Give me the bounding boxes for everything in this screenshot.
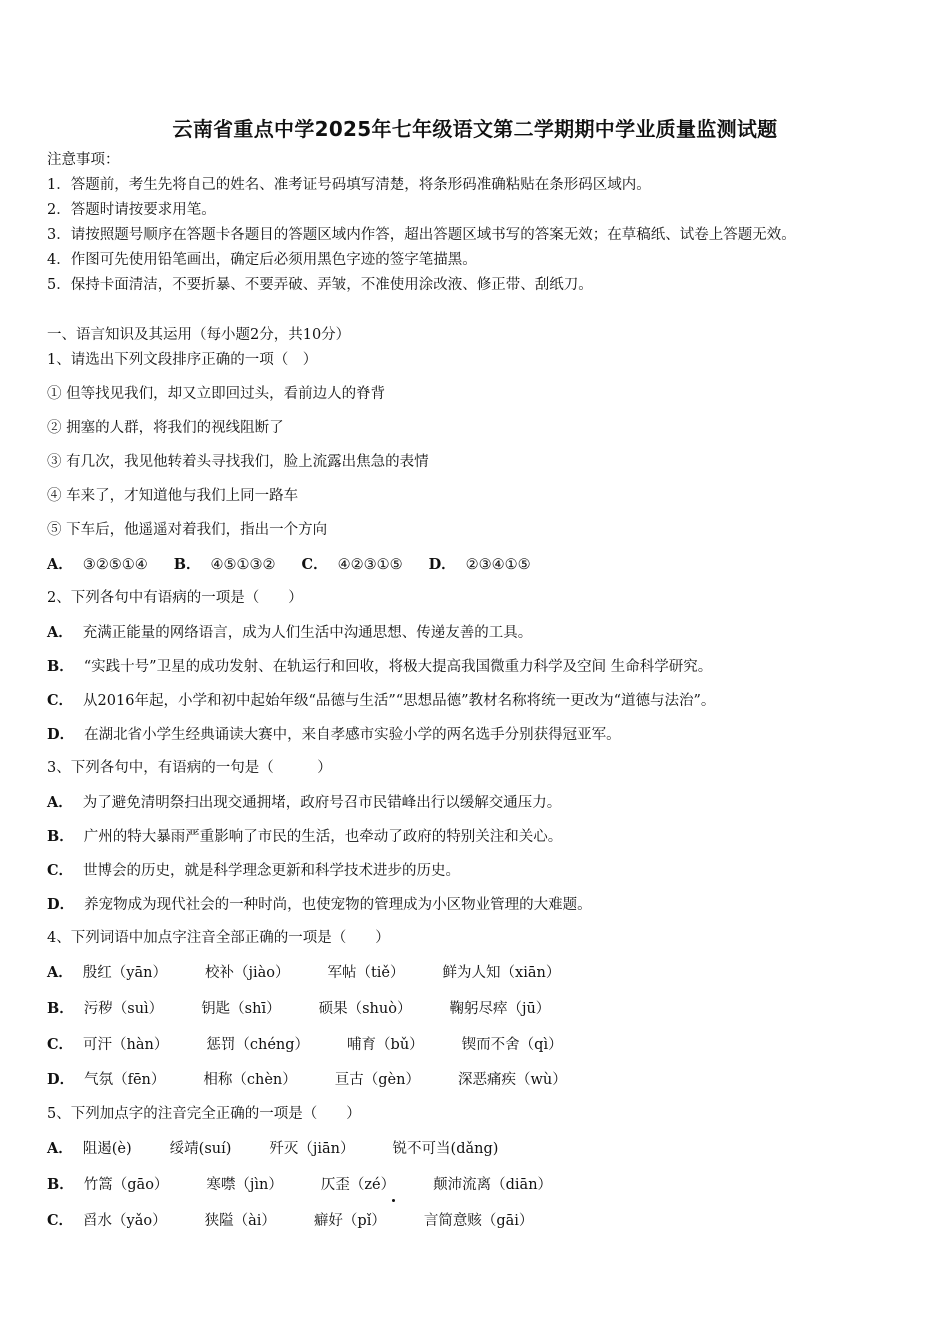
option-word: 癖好（pǐ） <box>313 1213 386 1229</box>
option-label: D． <box>428 556 456 573</box>
option-label: A． <box>47 964 73 981</box>
notice-item: 1．答题前，考生先将自己的姓名、准考证号码填写清楚，将条形码准确粘贴在条形码区域内。 <box>47 177 651 193</box>
q5-option-a <box>47 1140 498 1158</box>
q2-option-d <box>47 726 621 744</box>
option-text: 养宠物成为现代社会的一种时尚，也使宠物的管理成为小区物业管理的大难题。 <box>84 897 592 913</box>
option-word: 气氛（fēn） <box>84 1072 166 1088</box>
option-text: ④②③①⑤ <box>337 557 403 573</box>
option-word: 硕果（shuò） <box>318 1001 412 1017</box>
q4-option-a <box>47 964 560 982</box>
section-heading: 一、语言知识及其运用（每小题2分，共10分） <box>47 327 351 343</box>
option-label: D． <box>47 896 75 913</box>
option-text: 为了避免清明祭扫出现交通拥堵，政府号召市民错峰出行以缓解交通压力。 <box>82 795 562 811</box>
option-label: C． <box>47 1212 74 1229</box>
option-word: 鲜为人知（xiān） <box>442 965 561 981</box>
option-label: B． <box>47 1176 74 1193</box>
option-word: 锐不可当(dǎng) <box>392 1141 499 1157</box>
option-word: 歼灭（jiān） <box>269 1141 355 1157</box>
option-word: 可汗（hàn） <box>83 1037 169 1053</box>
option-word: 锲而不舍（qì） <box>461 1037 563 1053</box>
q3-option-a <box>47 794 561 812</box>
option-label: B． <box>47 828 74 845</box>
question-5-stem: 5、下列加点字的注音完全正确的一项是（ ） <box>47 1106 361 1122</box>
q1-options <box>47 556 531 574</box>
option-word: 竹篙（gāo） <box>83 1177 169 1193</box>
question-4-stem: 4、下列词语中加点字注音全部正确的一项是（ ） <box>47 930 390 946</box>
q1-sentence: ④ 车来了，才知道他与我们上同一路车 <box>47 488 299 504</box>
option-word: 哺育（bǔ） <box>347 1037 424 1053</box>
option-word: 亘古（gèn） <box>334 1072 420 1088</box>
option-label: A． <box>47 1140 73 1157</box>
option-text: ④⑤①③② <box>210 557 276 573</box>
option-label: C． <box>47 1036 74 1053</box>
option-word: 舀水（yǎo） <box>83 1213 167 1229</box>
option-word: 污秽（suì） <box>83 1001 164 1017</box>
option-label: C． <box>301 556 328 573</box>
option-label: B． <box>47 658 74 675</box>
option-text: ②③④①⑤ <box>465 557 531 573</box>
q3-option-b <box>47 828 562 846</box>
option-word: 仄歪（zé） <box>320 1177 396 1193</box>
notice-item: 2．答题时请按要求用笔。 <box>47 202 216 218</box>
q1-sentence: ⑤ 下车后，他遥遥对着我们，指出一个方向 <box>47 522 328 538</box>
option-word: 言简意赅（gāi） <box>423 1213 534 1229</box>
q3-option-c <box>47 862 460 880</box>
option-word: 鞠躬尽瘁（jū） <box>449 1001 551 1017</box>
option-word: 阻遏(è) <box>82 1141 132 1157</box>
option-label: A． <box>47 556 73 573</box>
option-label: B． <box>173 556 201 573</box>
question-1-stem: 1、请选出下列文段排序正确的一项（ ） <box>47 352 318 368</box>
option-text: 充满正能量的网络语言，成为人们生活中沟通思想、传递友善的工具。 <box>82 625 533 641</box>
q1-sentence: ① 但等找见我们，却又立即回过头，看前边人的脊背 <box>47 386 386 402</box>
question-2-stem: 2、下列各句中有语病的一项是（ ） <box>47 590 303 606</box>
q2-option-b <box>47 658 712 676</box>
notice-item: 4．作图可先使用铅笔画出，确定后必须用黑色字迹的签字笔描黑。 <box>47 252 477 268</box>
option-word: 狭隘（ài） <box>204 1213 276 1229</box>
q2-option-a <box>47 624 532 642</box>
option-text: 从2016年起，小学和初中起始年级“品德与生活”“思想品德”教材名称将统一更改为“道德与法治”。 <box>83 693 716 709</box>
notice-item: 3．请按照题号顺序在答题卡各题目的答题区域内作答，超出答题区域书写的答案无效；在草稿纸、试卷上答题无效。 <box>47 227 796 243</box>
q3-option-d <box>47 896 592 914</box>
page-title: 云南省重点中学2025年七年级语文第二学期期中学业质量监测试题 <box>172 117 778 141</box>
q5-option-b <box>47 1176 552 1194</box>
option-word: 绥靖(suí) <box>169 1141 232 1157</box>
option-word: 军帖（tiě） <box>327 965 405 981</box>
q1-sentence: ③ 有几次，我见他转着头寻找我们，脸上流露出焦急的表情 <box>47 454 429 470</box>
option-label: B． <box>47 1000 74 1017</box>
q4-option-d <box>47 1071 567 1089</box>
option-word: 颠沛流离（diān） <box>433 1177 553 1193</box>
option-text: “实践十号”卫星的成功发射、在轨运行和回收，将极大提高我国微重力科学及空间 生命科学研究。 <box>83 659 713 675</box>
option-text: 世博会的历史，就是科学理念更新和科学技术进步的历史。 <box>83 863 461 879</box>
option-word: 深恶痛疾（wù） <box>457 1072 567 1088</box>
option-label: D． <box>47 726 75 743</box>
option-label: C． <box>47 862 74 879</box>
q4-option-b <box>47 1000 550 1018</box>
option-word: 惩罚（chéng） <box>206 1037 310 1053</box>
option-label: D． <box>47 1071 75 1088</box>
option-word: 寒噤（jìn） <box>206 1177 283 1193</box>
option-word: 相称（chèn） <box>203 1072 297 1088</box>
option-word: 钥匙（shī） <box>201 1001 281 1017</box>
q5-option-c <box>47 1212 533 1230</box>
question-3-stem: 3、下列各句中，有语病的一句是（ ） <box>47 760 332 776</box>
option-label: C． <box>47 692 74 709</box>
option-word: 校补（jiào） <box>204 965 290 981</box>
option-label: A． <box>47 794 73 811</box>
q1-sentence: ② 拥塞的人群，将我们的视线阻断了 <box>47 420 284 436</box>
q2-option-c <box>47 692 715 710</box>
q4-option-c <box>47 1036 563 1054</box>
emphasis-dot <box>392 1199 395 1202</box>
option-label: A． <box>47 624 73 641</box>
notice-item: 5．保持卡面清洁，不要折暴、不要弄破、弄皱，不准使用涂改液、修正带、刮纸刀。 <box>47 277 593 293</box>
option-text: 广州的特大暴雨严重影响了市民的生活，也牵动了政府的特别关注和关心。 <box>83 829 563 845</box>
option-text: 在湖北省小学生经典诵读大赛中，来自孝感市实验小学的两名选手分别获得冠亚军。 <box>84 727 621 743</box>
notice-heading: 注意事项： <box>47 152 120 168</box>
option-word: 殷红（yān） <box>82 965 167 981</box>
option-text: ③②⑤①④ <box>82 557 148 573</box>
